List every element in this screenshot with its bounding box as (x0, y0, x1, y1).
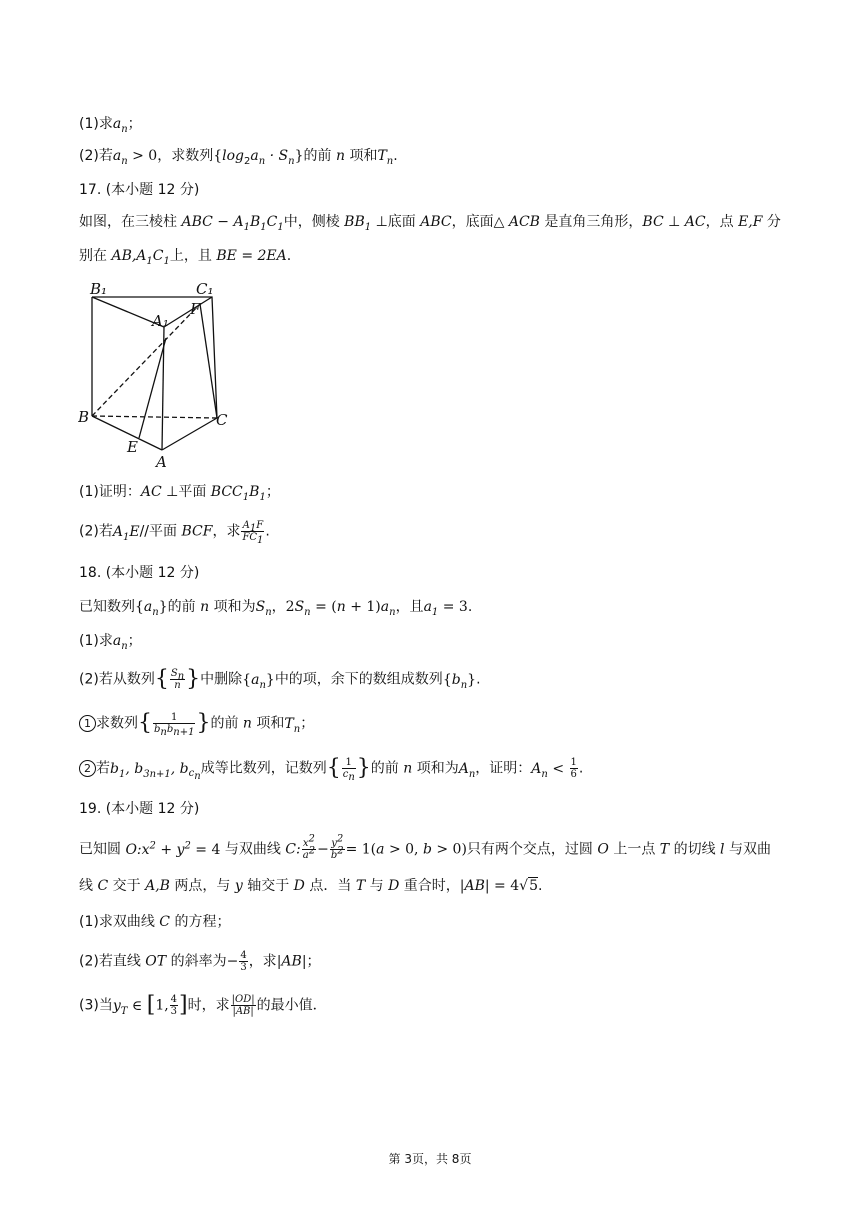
edge-a1c1 (164, 297, 212, 327)
q19-heading: 19. (本小题 12 分) (79, 801, 200, 817)
q19-part3: (3)当$y_T$ ∈ [1, $\frac{4}{3}$ ]时，求 $\frac{|OD|}{|AB|}$ 的最小值． (79, 992, 327, 1018)
q18-sub1: 1 求数列{ $\frac{1}{b_nb_{n+1}}$ }的前 n 项和$T_n$； (79, 712, 800, 735)
q16-part1: (1)求$a_n$； (79, 116, 142, 135)
q19-stem-line1: 已知圆 $O:x^2 + y^2 = 4$ 与双曲线 C: $\frac{x^2}{a^2}$ − $\frac{y^2}{b^2}$ = 1(a > 0, b > 0)只有两个交点，过圆 O 上一点 T 的切线 l 与双曲 (79, 833, 771, 861)
q19-part2: (2)若直线 OT 的斜率为− $\frac{4}{3}$ ，求|AB|； (79, 950, 321, 973)
circled-number-1: 1 (79, 715, 96, 732)
q17-part1: (1)证明：AC ⊥平面 $BCC_1B_1$； (79, 484, 280, 503)
edge-ac (162, 418, 217, 450)
q18-part1: (1)求$a_n$； (79, 633, 142, 652)
q17-stem-line2: 别在 $AB,A_1C_1$上，且 BE = 2EA. (79, 248, 292, 267)
page-footer: 第 3页，共 8页 (388, 1152, 472, 1166)
q18-part2: (2)若从数列{ $\frac{S_n}{n}$ }中删除$\{a_n\}$中的项，余下的数组成数列$\{b_n\}$. (79, 666, 481, 692)
q18-stem: 已知数列$\{a_n\}$的前 n 项和为$S_n$，$2S_n = (n + 1)a_n$，且$a_1 = 3$. (79, 599, 473, 618)
q18-sub2: 2 若$b_1$, $b_{3n+1}$, $b_{c_n}$成等比数列，记数列{ $\frac{1}{c_n}$ }的前 n 项和为$A_n$，证明：$A_n$ < $\frac{1}{6}$ . (79, 757, 800, 780)
label-a: A (156, 453, 167, 470)
q19-part1: (1)求双曲线 C 的方程； (79, 914, 231, 930)
circled-number-2: 2 (79, 760, 96, 777)
q17-stem-line1: 如图，在三棱柱 ABC − $A_1B_1C_1$中，侧棱 $BB_1$ ⊥底面 ABC，底面△ ACB 是直角三角形，BC ⊥ AC，点 E,F 分 (79, 214, 781, 233)
q18-heading: 18. (本小题 12 分) (79, 565, 200, 581)
label-e: E (127, 438, 138, 456)
q19-stem-line2: 线 C 交于 A,B 两点，与 y 轴交于 D 点．当 T 与 D 重合时，|AB| = 4√5. (79, 878, 543, 894)
label-c: C (216, 411, 228, 429)
q16-part2: (2)若$a_n > 0$，求数列$\{\log_2a_n \cdot S_n\}$的前 n 项和$T_n$. (79, 148, 398, 167)
q17-heading: 17. (本小题 12 分) (79, 182, 200, 198)
prism-figure (78, 280, 238, 470)
label-a1: A₁ (152, 312, 169, 330)
label-f: F (190, 300, 201, 318)
q17-part2: (2)若$A_1E//$平面 BCF，求 $\frac{A_1F}{FC_1}$ . (79, 520, 270, 546)
label-b1: B₁ (90, 280, 108, 298)
edge-bc-dashed (92, 416, 217, 418)
edge-bf-dashed (92, 304, 200, 416)
label-c1: C₁ (196, 280, 214, 298)
label-b: B (78, 408, 90, 426)
